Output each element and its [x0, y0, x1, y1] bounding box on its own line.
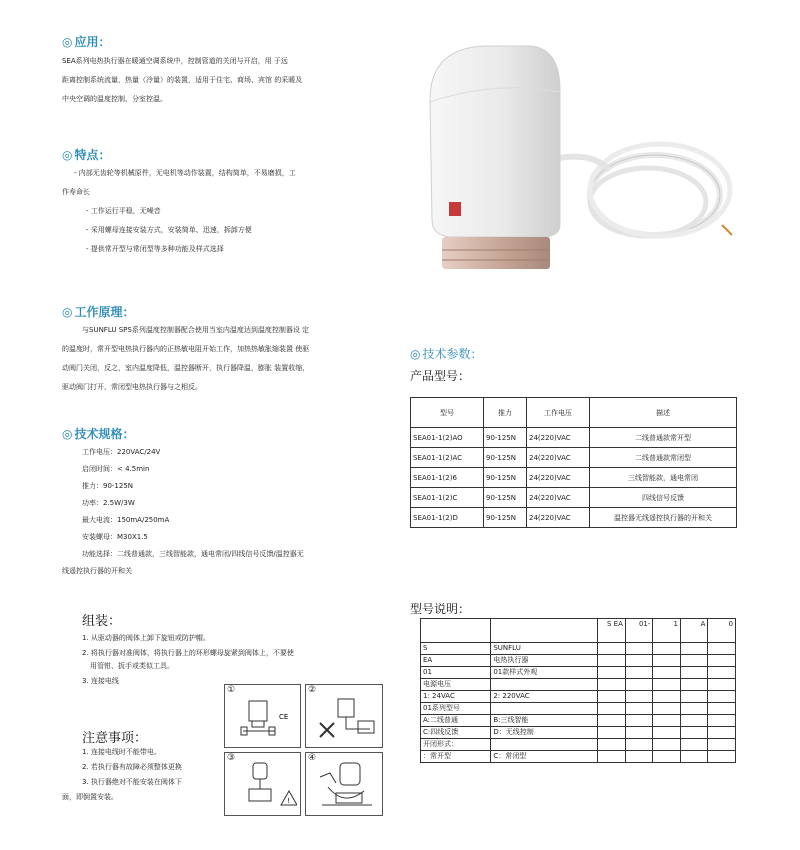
bullet-ring-icon: ◎	[62, 427, 73, 441]
note-line: 1. 连接电线时不能带电。	[82, 748, 161, 756]
product-photo	[410, 30, 740, 290]
cell	[491, 679, 598, 691]
cell: 开闭形式：	[421, 739, 491, 751]
cell: A:二线普通	[421, 715, 491, 727]
principle-line: 的温度时，常开型电热执行器内的正热敏电阻开始工作，加热热敏胀缩装置 使驱	[62, 345, 310, 353]
note-line: 2. 若执行器有故障必须整体更换	[82, 763, 182, 771]
feature-line: - 提供常开型与常闭型等多种功能及样式选择	[86, 245, 224, 253]
specs-text	[62, 444, 407, 580]
table-row	[421, 691, 736, 703]
principle-line: 动阀门关闭，反之，室内温度降低，温控器断开，执行器降温，膨胀 装置收缩，	[62, 364, 310, 372]
table-row	[411, 428, 737, 448]
diagram-label: ④	[308, 753, 317, 763]
spec-table-header	[411, 398, 737, 428]
table-row	[411, 508, 737, 528]
spec-line: 最大电流：150mA/250mA	[82, 516, 170, 524]
col-header: 工作电压	[527, 398, 590, 428]
spec-line: 推力：90-125N	[82, 482, 134, 490]
cell: 24(220)VAC	[527, 488, 590, 508]
cell: EA	[421, 655, 491, 667]
feature-line: - 内部无齿轮等机械原件，无电机等动作装置，结构简单，不易磨损，工	[74, 169, 296, 177]
cell: 24(220)VAC	[527, 428, 590, 448]
cell: C:四线反馈	[421, 727, 491, 739]
assembly-step: 2. 将执行器对准阀体，将执行器上的环形螺母旋紧到阀体上，不要使	[82, 649, 294, 657]
code-cell: 01-	[625, 619, 653, 631]
spec-line: 启闭时间：< 4.5min	[82, 465, 150, 473]
model-desc-heading: 型号说明：	[410, 602, 471, 616]
table-row	[421, 739, 736, 751]
diagram-label: ①	[227, 685, 236, 695]
application-text	[62, 52, 402, 109]
hand-install-icon	[314, 757, 380, 813]
model-code-table	[420, 618, 736, 763]
cell: 90-125N	[484, 508, 527, 528]
table-row	[421, 679, 736, 691]
cell: 90-125N	[484, 428, 527, 448]
cell: 二线普通款常闭型	[590, 448, 737, 468]
cell: 温控器无线遥控执行器的开和关	[590, 508, 737, 528]
col-header: 描述	[590, 398, 737, 428]
code-cell: 1	[653, 619, 681, 631]
table-row	[411, 488, 737, 508]
table-row	[421, 751, 736, 763]
assembly-heading: 组装：	[82, 614, 122, 629]
ce-mark: CE	[279, 713, 289, 721]
assembly-step: 3. 连接电线	[82, 677, 119, 685]
diagram-4	[305, 752, 383, 816]
note-line: 面，即倒置安装。	[62, 793, 118, 801]
feature-line: - 工作运行平稳，无噪音	[86, 207, 161, 215]
table-row	[421, 630, 736, 643]
spec-line: 安装螺母：M30X1.5	[82, 533, 148, 541]
code-cell: A	[680, 619, 708, 631]
feature-line: - 采用螺母连接安装方式，安装简单、迅速，拆卸方便	[86, 226, 252, 234]
cell: 01	[421, 667, 491, 679]
cell: SUNFLU	[491, 643, 598, 655]
code-cell: 0	[708, 619, 736, 631]
table-row	[421, 655, 736, 667]
code-cell: S EA	[598, 619, 626, 631]
cell: 24(220)VAC	[527, 508, 590, 528]
table-row	[421, 619, 736, 631]
cell: SEA01-1(2)D	[411, 508, 484, 528]
spec-line: 工作电压：220VAC/24V	[82, 448, 161, 456]
diagram-label: ②	[308, 685, 317, 695]
application-line: SEA系列电热执行器在暖通空调系统中，控制管道的关闭与开启，用 于远	[62, 57, 288, 65]
cell: 电热执行器	[491, 655, 598, 667]
col-header: 推力	[484, 398, 527, 428]
principle-text	[62, 321, 407, 397]
table-row	[421, 703, 736, 715]
bullet-ring-icon: ◎	[62, 148, 73, 162]
table-row	[411, 468, 737, 488]
cell: SEA01-1(2)AO	[411, 428, 484, 448]
cell: 01款样式外观	[491, 667, 598, 679]
cell: ：常开型	[421, 751, 491, 763]
feature-line: 作寿命长	[62, 188, 90, 196]
cell: 24(220)VAC	[527, 448, 590, 468]
assembly-step: 用管钳、扳手或类似工具。	[90, 662, 174, 670]
principle-heading: ◎ 工作原理：	[62, 305, 135, 319]
col-header: 型号	[411, 398, 484, 428]
cell: SEA01-1(2)C	[411, 488, 484, 508]
cell: 90-125N	[484, 448, 527, 468]
diagram-1	[224, 684, 301, 748]
diagram-label: ③	[227, 753, 236, 763]
assembly-steps	[82, 632, 402, 688]
cell: 2: 220VAC	[491, 691, 598, 703]
valve-icon	[235, 759, 297, 813]
table-row	[421, 643, 736, 655]
svg-text:!: !	[287, 797, 290, 805]
tech-params-heading: ◎ 技术参数：	[410, 347, 483, 361]
bullet-ring-icon: ◎	[410, 347, 421, 361]
actuator-mount-icon	[239, 691, 297, 743]
cell	[491, 703, 598, 715]
note-line: 3. 执行器绝对不能安装在阀体下	[82, 778, 182, 786]
bullet-ring-icon: ◎	[62, 35, 73, 49]
cell: 三线智能款，通电常闭	[590, 468, 737, 488]
spec-table	[410, 397, 737, 528]
cell: SEA01-1(2)AC	[411, 448, 484, 468]
cell: C：常闭型	[491, 751, 598, 763]
application-line: 中央空调的温度控制、分室控温。	[62, 95, 167, 103]
notes-heading: 注意事项：	[82, 731, 148, 746]
cell: SEA01-1(2)6	[411, 468, 484, 488]
assembly-step: 1. 从驱动器的阀体上卸下旋钮或防护帽。	[82, 634, 210, 642]
cell: 电源电压	[421, 679, 491, 691]
table-row	[421, 667, 736, 679]
specs-heading: ◎ 技术规格：	[62, 427, 135, 441]
cell: S	[421, 643, 491, 655]
cell: 90-125N	[484, 468, 527, 488]
cell: D：无线控制	[491, 727, 598, 739]
cell: B:三线智能	[491, 715, 598, 727]
bullet-ring-icon: ◎	[62, 305, 73, 319]
application-line: 距离控制系统流量，热量（冷量）的装置，适用于住宅、商场、宾馆 的采暖及	[62, 76, 303, 84]
product-model-subheading: 产品型号：	[410, 369, 471, 383]
diagram-2	[305, 684, 383, 748]
spec-line: 功率：2.5W/3W	[82, 499, 135, 507]
cell: 24(220)VAC	[527, 468, 590, 488]
diagram-3	[224, 752, 301, 816]
table-row	[421, 727, 736, 739]
cell: 四线信号反馈	[590, 488, 737, 508]
features-text	[62, 164, 402, 259]
notes-list	[62, 745, 222, 805]
wiring-icon	[314, 691, 380, 745]
spec-line: 线遥控执行器的开和关	[62, 567, 132, 575]
cell: 90-125N	[484, 488, 527, 508]
spec-line: 功能选择：二线普通款，三线智能款，通电常闭/四线信号反馈/温控器无	[82, 550, 304, 558]
cell: 二线普通款常开型	[590, 428, 737, 448]
principle-line: 驱动阀门打开，常闭型电热执行器与之相反。	[62, 383, 202, 391]
cell: 1: 24VAC	[421, 691, 491, 703]
principle-line: 与SUNFLU SPS系列温度控制器配合使用当室内温度达到温度控制器设 定	[82, 326, 310, 334]
table-row	[421, 715, 736, 727]
actuator-image-icon	[410, 30, 740, 290]
application-heading: ◎ 应用：	[62, 35, 111, 49]
table-row	[411, 448, 737, 468]
features-heading: ◎ 特点：	[62, 148, 111, 162]
cell: 01系列型号	[421, 703, 491, 715]
cell	[491, 739, 598, 751]
